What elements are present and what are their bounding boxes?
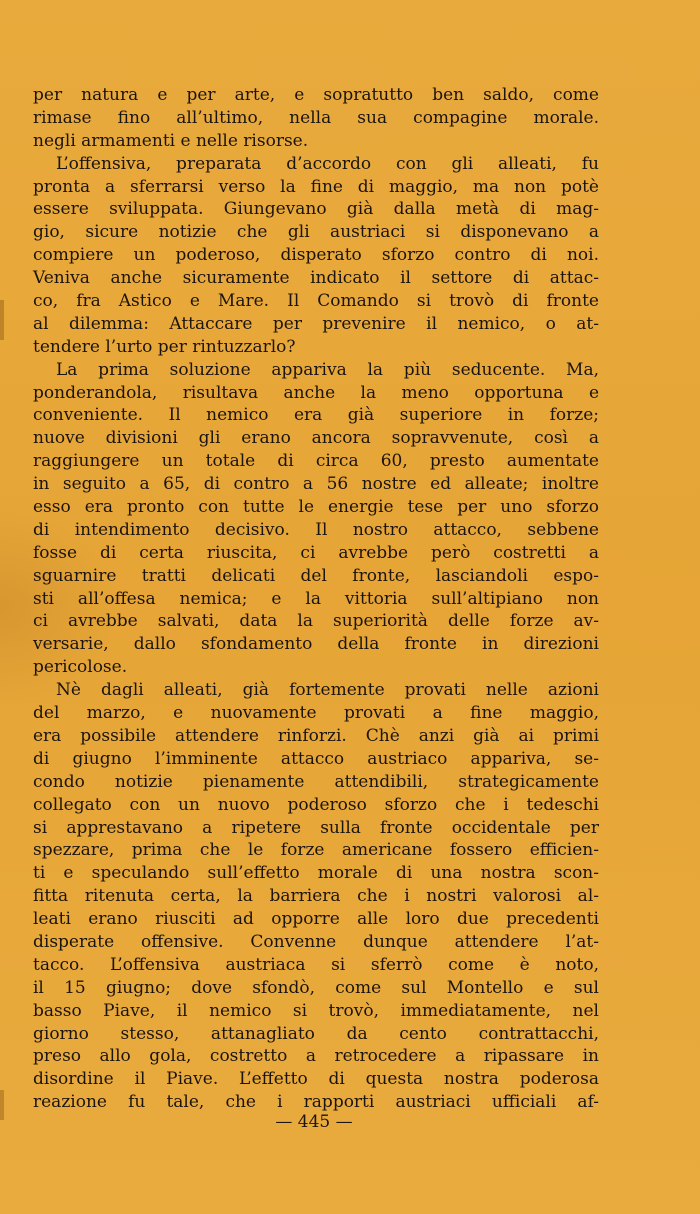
page-number: — 445 — [275, 1112, 353, 1132]
text-line: gio, sicure notizie che gli austriaci si disponevano a [33, 222, 599, 243]
text-line: sguarnire tratti delicati del fronte, lasciandoli espo- [33, 565, 599, 586]
text-line: co, fra Astico e Mare. Il Comando si trovò di fronte [33, 291, 599, 312]
text-line: Veniva anche sicuramente indicato il settore di attac- [33, 268, 599, 289]
body-text [33, 84, 599, 1114]
text-line: giorno stesso, attanagliato da cento contrattacchi, [33, 1023, 599, 1044]
text-line: pericolose. [33, 657, 128, 678]
text-line: fosse di certa riuscita, ci avrebbe però costretti a [33, 542, 599, 563]
text-line: tendere l’urto per rintuzzarlo? [33, 336, 296, 357]
text-line: ponderandola, risultava anche la meno opportuna e [33, 382, 599, 403]
text-line: essere sviluppata. Giungevano già dalla metà di mag- [33, 199, 599, 220]
text-line: Nè dagli alleati, già fortemente provati nelle azioni [56, 680, 599, 701]
text-line: del marzo, e nuovamente provati a fine maggio, [33, 703, 599, 724]
text-line: conveniente. Il nemico era già superiore in forze; [33, 405, 599, 426]
text-line: compiere un poderoso, disperato sforzo contro di noi. [33, 245, 599, 266]
text-line: spezzare, prima che le forze americane fossero efficien- [33, 840, 599, 861]
text-line: pronta a sferrarsi verso la fine di maggio, ma non potè [33, 176, 599, 197]
text-line: disperate offensive. Convenne dunque attendere l’at- [33, 931, 599, 952]
text-line: per natura e per arte, e sopratutto ben saldo, come [33, 85, 599, 105]
text-line: raggiungere un totale di circa 60, presto aumentate [33, 451, 599, 472]
text-line: il 15 giugno; dove sfondò, come sul Montello e sul [33, 977, 599, 998]
text-line: in seguito a 65, di contro a 56 nostre ed alleate; inoltre [33, 474, 599, 495]
text-line: sti all’offesa nemica; e la vittoria sull’altipiano non [33, 588, 599, 609]
text-line: fitta ritenuta certa, la barriera che i nostri valorosi al- [33, 886, 599, 907]
text-line: rimase fino all’ultimo, nella sua compagine morale. [33, 107, 599, 128]
text-line: reazione fu tale, che i rapporti austriaci ufficiali af- [33, 1092, 599, 1113]
text-line: ci avrebbe salvati, data la superiorità delle forze av- [33, 611, 599, 632]
text-line: nuove divisioni gli erano ancora sopravvenute, così a [33, 428, 599, 449]
text-line: tacco. L’offensiva austriaca si sferrò come è noto, [33, 954, 599, 975]
text-line: ti e speculando sull’effetto morale di una nostra scon- [33, 863, 599, 884]
text-line: condo notizie pienamente attendibili, strategicamente [33, 771, 599, 792]
text-line: leati erano riusciti ad opporre alle loro due precedenti [33, 909, 599, 930]
text-line: al dilemma: Attaccare per prevenire il nemico, o at- [33, 313, 599, 334]
text-line: La prima soluzione appariva la più seducente. Ma, [56, 359, 599, 380]
text-line: esso era pronto con tutte le energie tese per uno sforzo [33, 497, 599, 518]
text-line: si apprestavano a ripetere sulla fronte occidentale per [33, 817, 599, 838]
text-line: di intendimento decisivo. Il nostro attacco, sebbene [33, 519, 599, 540]
page-edge-shadow [0, 300, 4, 340]
text-line: negli armamenti e nelle risorse. [33, 130, 309, 151]
text-line: L’offensiva, preparata d’accordo con gli alleati, fu [56, 153, 599, 174]
text-line: versarie, dallo sfondamento della fronte in direzioni [33, 634, 599, 655]
text-line: collegato con un nuovo poderoso sforzo che i tedeschi [33, 794, 599, 815]
text-line: era possibile attendere rinforzi. Chè anzi già ai primi [33, 725, 599, 746]
text-line: disordine il Piave. L’effetto di questa nostra poderosa [33, 1069, 599, 1090]
text-line: preso allo gola, costretto a retrocedere a ripassare in [33, 1046, 599, 1067]
text-line: basso Piave, il nemico si trovò, immediatamente, nel [33, 1000, 599, 1021]
text-line: di giugno l’imminente attacco austriaco appariva, se- [33, 748, 599, 769]
